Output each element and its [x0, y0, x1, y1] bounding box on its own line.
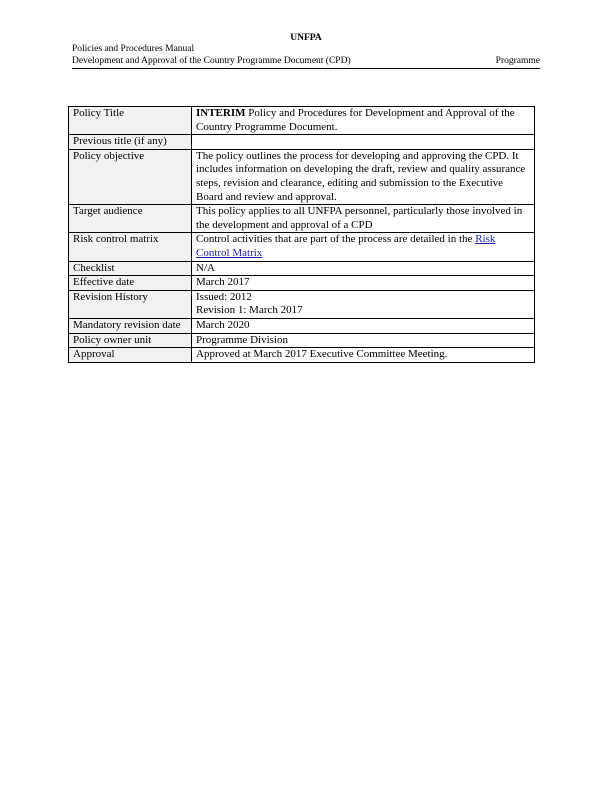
row-label: Target audience — [69, 205, 192, 233]
row-value — [192, 107, 535, 135]
table-row — [69, 233, 535, 261]
row-label: Checklist — [69, 261, 192, 276]
row-label: Effective date — [69, 276, 192, 291]
header-manual-title: Policies and Procedures Manual — [72, 44, 195, 54]
policy-title-emphasis: INTERIM — [196, 107, 246, 119]
row-value: This policy applies to all UNFPA personnel, particularly those involved in the development and approval of a CPD — [192, 205, 535, 233]
header-subtitle-row — [72, 56, 540, 66]
row-label: Policy owner unit — [69, 333, 192, 348]
table-row — [69, 333, 535, 348]
row-value: Approved at March 2017 Executive Committee Meeting. — [192, 348, 535, 363]
table-row — [69, 276, 535, 291]
revision-1: Revision 1: March 2017 — [196, 304, 303, 317]
table-row — [69, 261, 535, 276]
risk-control-matrix-link[interactable]: Risk Control Matrix — [196, 233, 496, 259]
row-label: Risk control matrix — [69, 233, 192, 261]
row-label: Revision History — [69, 290, 192, 318]
revision-issued: Issued: 2012 — [196, 290, 252, 303]
header-section: Programme — [495, 56, 540, 66]
row-value: March 2020 — [192, 318, 535, 333]
table-row — [69, 107, 535, 135]
policy-title-text: Policy and Procedures for Development and Approval of the Country Programme Document. — [196, 107, 515, 133]
table-row — [69, 290, 535, 318]
table-row — [69, 318, 535, 333]
row-value — [192, 290, 535, 318]
row-label: Previous title (if any) — [69, 135, 192, 150]
row-value: N/A — [192, 261, 535, 276]
header-divider — [72, 68, 540, 69]
risk-matrix-text: Control activities that are part of the process are detailed in the — [196, 233, 476, 246]
row-label: Approval — [69, 348, 192, 363]
row-value — [192, 233, 535, 261]
header-document-subtitle: Development and Approval of the Country Programme Document (CPD) — [72, 56, 351, 66]
table-row — [69, 135, 535, 150]
table-row — [69, 149, 535, 204]
row-value: The policy outlines the process for developing and approving the CPD. It includes information on developing the draft, review and quality assurance steps, revision and clearance, editing and submission to the Executive Board and review and approval. — [192, 149, 535, 204]
row-value: March 2017 — [192, 276, 535, 291]
row-value — [192, 135, 535, 150]
table-row — [69, 348, 535, 363]
row-value: Programme Division — [192, 333, 535, 348]
row-label: Policy Title — [69, 107, 192, 135]
table-row — [69, 205, 535, 233]
policy-info-table — [68, 106, 535, 363]
header-org: UNFPA — [290, 33, 322, 43]
row-label: Mandatory revision date — [69, 318, 192, 333]
row-label: Policy objective — [69, 149, 192, 204]
